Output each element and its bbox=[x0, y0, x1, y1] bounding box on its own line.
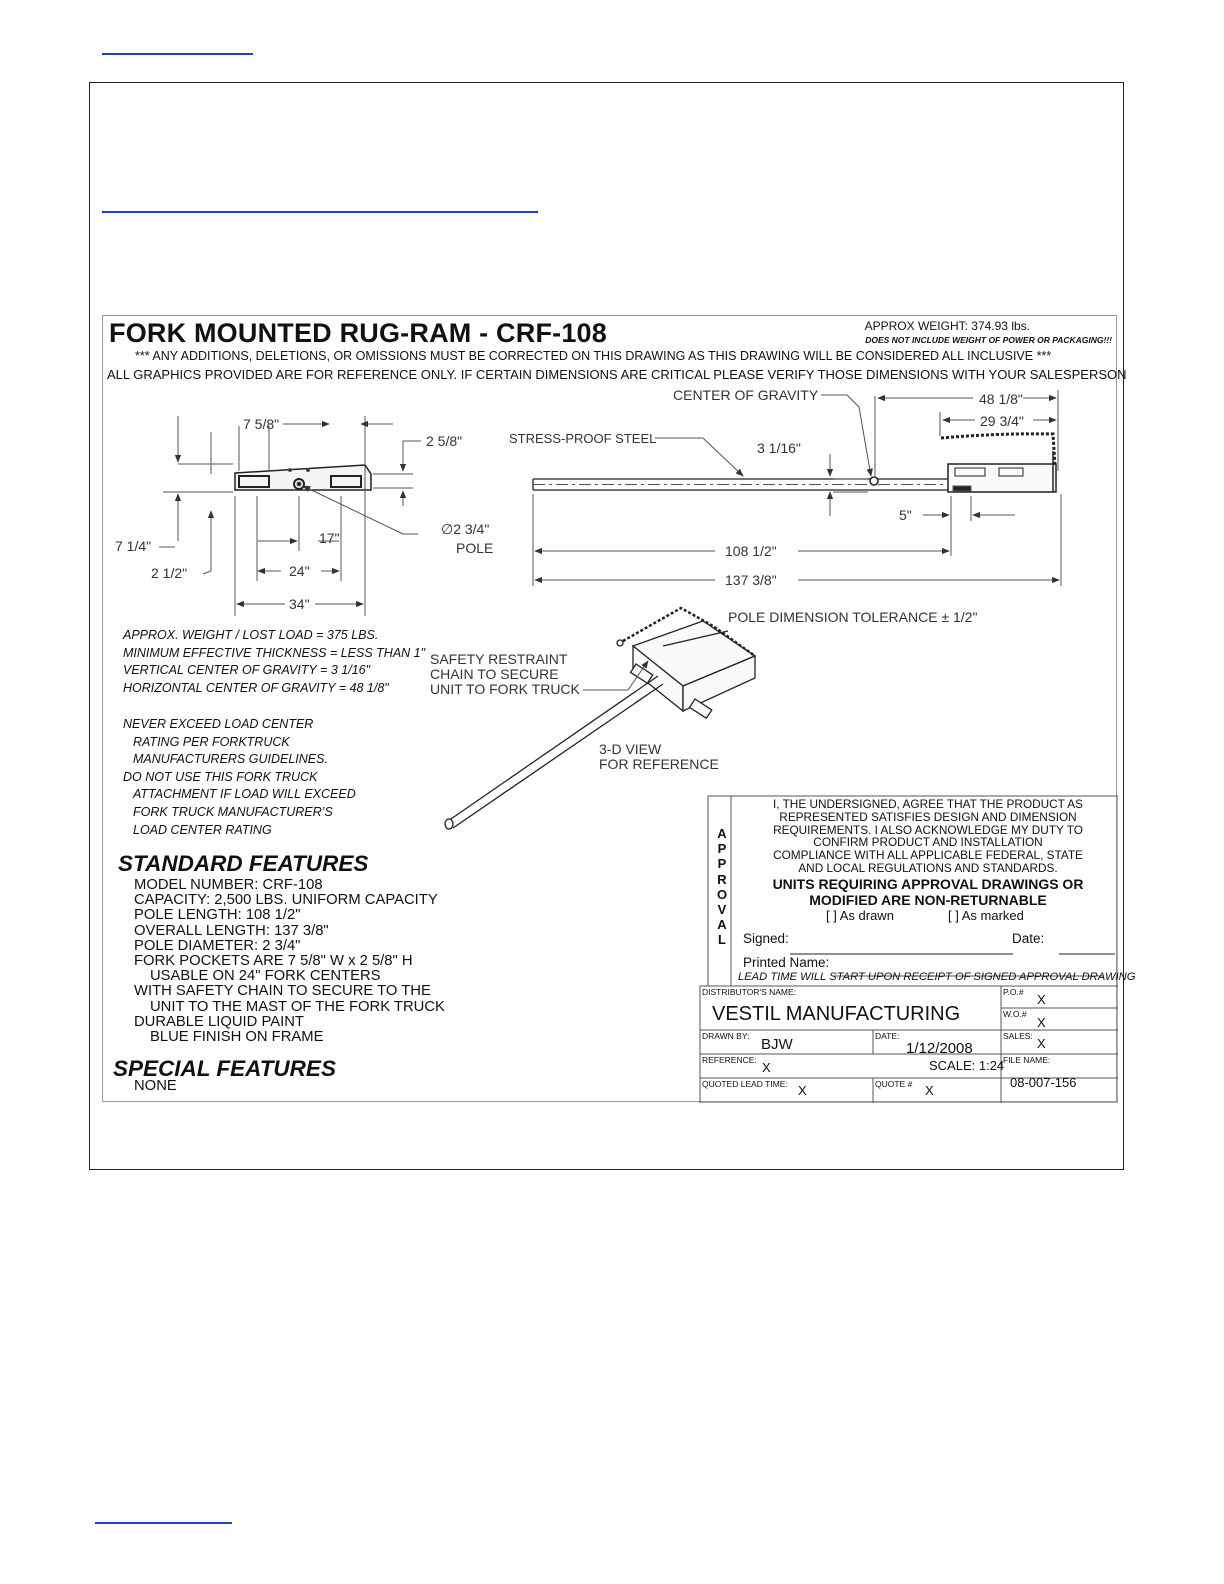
warning-line: MANUFACTURERS GUIDELINES. bbox=[133, 752, 328, 767]
chain-label bbox=[430, 652, 580, 697]
chain-side bbox=[941, 434, 1055, 466]
drawing-sheet bbox=[102, 315, 1136, 1102]
non-returnable-notice bbox=[738, 876, 1118, 908]
feature-item: DURABLE LIQUID PAINT bbox=[134, 1013, 304, 1030]
scale-value: SCALE: 1:24 bbox=[929, 1058, 1005, 1073]
approval-letter: A bbox=[717, 917, 727, 933]
spec-notes bbox=[123, 627, 425, 697]
warning-line: LOAD CENTER RATING bbox=[133, 822, 272, 837]
approval-statement-line: REQUIREMENTS. I ALSO ACKNOWLEDGE MY DUTY TO bbox=[773, 822, 1083, 837]
wo-label: W.O.# bbox=[1003, 1009, 1027, 1019]
distributor-label: DISTRIBUTOR'S NAME: bbox=[702, 987, 797, 997]
feature-item: UNIT TO THE MAST OF THE FORK TRUCK bbox=[150, 998, 445, 1015]
approval-statement bbox=[738, 798, 1118, 875]
reference-label: REFERENCE: bbox=[702, 1055, 757, 1065]
drawn-by-label: DRAWN BY: bbox=[702, 1031, 750, 1041]
spec-note-line: MINIMUM EFFECTIVE THICKNESS = LESS THAN 1" bbox=[123, 645, 426, 660]
printed-name-label: Printed Name: bbox=[743, 955, 830, 970]
feature-item: USABLE ON 24" FORK CENTERS bbox=[150, 968, 381, 985]
feature-item: CAPACITY: 2,500 LBS. UNIFORM CAPACITY bbox=[134, 892, 438, 909]
dim-7-5-8: 7 5/8" bbox=[243, 416, 280, 432]
dim-2-1-2: 2 1/2" bbox=[151, 565, 188, 581]
quoted-lead-label: QUOTED LEAD TIME: bbox=[702, 1079, 788, 1089]
three-d-label-line: 3-D VIEW bbox=[599, 741, 662, 757]
approval-statement-line: AND LOCAL REGULATIONS AND STANDARDS. bbox=[798, 860, 1058, 875]
approval-statement-line: REPRESENTED SATISFIES DESIGN AND DIMENSION bbox=[779, 809, 1077, 824]
date-value: 1/12/2008 bbox=[906, 1040, 973, 1057]
pole-word: POLE bbox=[456, 540, 494, 556]
file-name-label: FILE NAME: bbox=[1003, 1055, 1051, 1065]
warning-line: FORK TRUCK MANUFACTURER’S bbox=[133, 804, 333, 819]
dim-24: 24" bbox=[289, 563, 310, 579]
lead-time-note: LEAD TIME WILL START UPON RECEIPT OF SIGNED APPROVAL DRAWING bbox=[738, 971, 1136, 983]
file-name-value: 08-007-156 bbox=[1010, 1075, 1077, 1090]
dim-48-1-8: 48 1/8" bbox=[979, 391, 1023, 407]
warning-line: RATING PER FORKTRUCK bbox=[133, 734, 290, 749]
non-returnable-line: UNITS REQUIRING APPROVAL DRAWINGS OR bbox=[772, 876, 1084, 892]
signed-label: Signed: bbox=[743, 931, 789, 946]
drawing-title: FORK MOUNTED RUG-RAM - CRF-108 bbox=[109, 318, 607, 348]
feature-item: WITH SAFETY CHAIN TO SECURE TO THE bbox=[134, 983, 431, 1000]
approval-block bbox=[708, 796, 1136, 986]
dim-108-1-2: 108 1/2" bbox=[725, 543, 777, 559]
three-d-label bbox=[599, 742, 719, 772]
inclusive-notice: *** ANY ADDITIONS, DELETIONS, OR OMISSIONS MUST BE CORRECTED ON THIS DRAWING AS THIS DRAWING WILL BE CONSIDERED ALL INCLUSIVE *** bbox=[135, 349, 1052, 363]
as-marked-checkbox[interactable]: [ ] As marked bbox=[948, 908, 1024, 923]
wo-value: X bbox=[1037, 1015, 1046, 1030]
non-returnable-line: MODIFIED ARE NON-RETURNABLE bbox=[809, 892, 1047, 908]
sales-label: SALES: bbox=[1003, 1031, 1033, 1041]
standard-features-heading: STANDARD FEATURES bbox=[118, 851, 369, 876]
top-link-underline[interactable] bbox=[102, 53, 253, 55]
po-value: X bbox=[1037, 992, 1046, 1007]
drawn-by-value: BJW bbox=[761, 1036, 793, 1053]
approx-weight: APPROX WEIGHT: 374.93 lbs. bbox=[864, 319, 1030, 333]
center-of-gravity-mark bbox=[870, 477, 878, 485]
feature-item: FORK POCKETS ARE 7 5/8" W x 2 5/8" H bbox=[134, 953, 413, 970]
spec-note-line: HORIZONTAL CENTER OF GRAVITY = 48 1/8" bbox=[123, 680, 389, 695]
chain-label-line: UNIT TO FORK TRUCK bbox=[430, 681, 580, 697]
sales-value: X bbox=[1037, 1036, 1046, 1051]
approval-letters bbox=[708, 826, 736, 948]
warning-line: ATTACHMENT IF LOAD WILL EXCEED bbox=[133, 787, 356, 802]
bottom-link-underline[interactable] bbox=[95, 1522, 232, 1524]
approval-letter: P bbox=[717, 841, 727, 857]
as-drawn-checkbox[interactable]: [ ] As drawn bbox=[826, 908, 894, 923]
warning-line: DO NOT USE THIS FORK TRUCK bbox=[123, 769, 318, 784]
warning-notes bbox=[123, 716, 356, 839]
approval-statement-line: I, THE UNDERSIGNED, AGREE THAT THE PRODUCT AS bbox=[772, 797, 1084, 811]
drawing-link-underline[interactable] bbox=[102, 211, 538, 213]
chain-label-line: SAFETY RESTRAINT bbox=[430, 651, 568, 667]
weight-note: DOES NOT INCLUDE WEIGHT OF POWER OR PACKAGING!!! bbox=[865, 335, 1112, 345]
approval-letter: P bbox=[717, 856, 727, 872]
dim-137-3-8: 137 3/8" bbox=[725, 572, 777, 588]
approval-statement-line: CONFIRM PRODUCT AND INSTALLATION bbox=[813, 835, 1043, 850]
pole-diameter: ∅2 3/4" bbox=[441, 521, 490, 537]
dim-5: 5" bbox=[899, 507, 912, 523]
po-label: P.O.# bbox=[1003, 987, 1024, 997]
spec-note-line: APPROX. WEIGHT / LOST LOAD = 375 LBS. bbox=[123, 628, 379, 642]
feature-item: OVERALL LENGTH: 137 3/8" bbox=[134, 922, 329, 939]
feature-item: BLUE FINISH ON FRAME bbox=[150, 1029, 324, 1046]
spec-note-line: VERTICAL CENTER OF GRAVITY = 3 1/16" bbox=[123, 663, 371, 678]
approval-letter: R bbox=[717, 871, 727, 887]
quote-label: QUOTE # bbox=[875, 1079, 913, 1089]
chain-label-line: CHAIN TO SECURE bbox=[430, 666, 559, 682]
special-features-heading: SPECIAL FEATURES bbox=[113, 1056, 336, 1081]
approval-letter: A bbox=[717, 826, 727, 841]
approval-statement-line: COMPLIANCE WITH ALL APPLICABLE FEDERAL, STATE bbox=[773, 848, 1083, 863]
approval-letter: V bbox=[717, 902, 727, 918]
warning-line: NEVER EXCEED LOAD CENTER bbox=[123, 717, 314, 731]
dim-29-3-4: 29 3/4" bbox=[980, 413, 1024, 429]
quoted-lead-value: X bbox=[798, 1083, 807, 1098]
reference-value: X bbox=[762, 1060, 771, 1075]
dim-7-1-4: 7 1/4" bbox=[115, 538, 152, 554]
date-label: Date: bbox=[1012, 931, 1045, 946]
approval-letter: L bbox=[718, 932, 726, 948]
approval-letter: O bbox=[716, 886, 728, 902]
reference-note: ALL GRAPHICS PROVIDED ARE FOR REFERENCE ONLY. IF CERTAIN DIMENSIONS ARE CRITICAL PLEASE VERIFY THOSE DIMENSIONS WITH YOUR SALESPERSON bbox=[107, 367, 1127, 382]
dim-17: 17" bbox=[319, 530, 340, 546]
date-field-label: DATE: bbox=[875, 1031, 900, 1041]
special-features-value: NONE bbox=[134, 1078, 177, 1094]
distributor-name: VESTIL MANUFACTURING bbox=[712, 1003, 961, 1025]
feature-item: POLE LENGTH: 108 1/2" bbox=[134, 907, 301, 924]
center-of-gravity-label: CENTER OF GRAVITY bbox=[673, 387, 819, 403]
pole-tolerance: POLE DIMENSION TOLERANCE ± 1/2" bbox=[728, 609, 978, 625]
three-d-label-line: FOR REFERENCE bbox=[599, 756, 719, 772]
dim-34: 34" bbox=[289, 596, 310, 612]
feature-item: POLE DIAMETER: 2 3/4" bbox=[134, 937, 301, 954]
standard-features-list bbox=[134, 878, 445, 1045]
dim-3-1-16: 3 1/16" bbox=[757, 440, 801, 456]
quote-value: X bbox=[925, 1083, 934, 1098]
feature-item: MODEL NUMBER: CRF-108 bbox=[134, 877, 323, 893]
dim-2-5-8: 2 5/8" bbox=[426, 433, 463, 449]
stress-proof-steel: STRESS-PROOF STEEL bbox=[509, 431, 657, 446]
